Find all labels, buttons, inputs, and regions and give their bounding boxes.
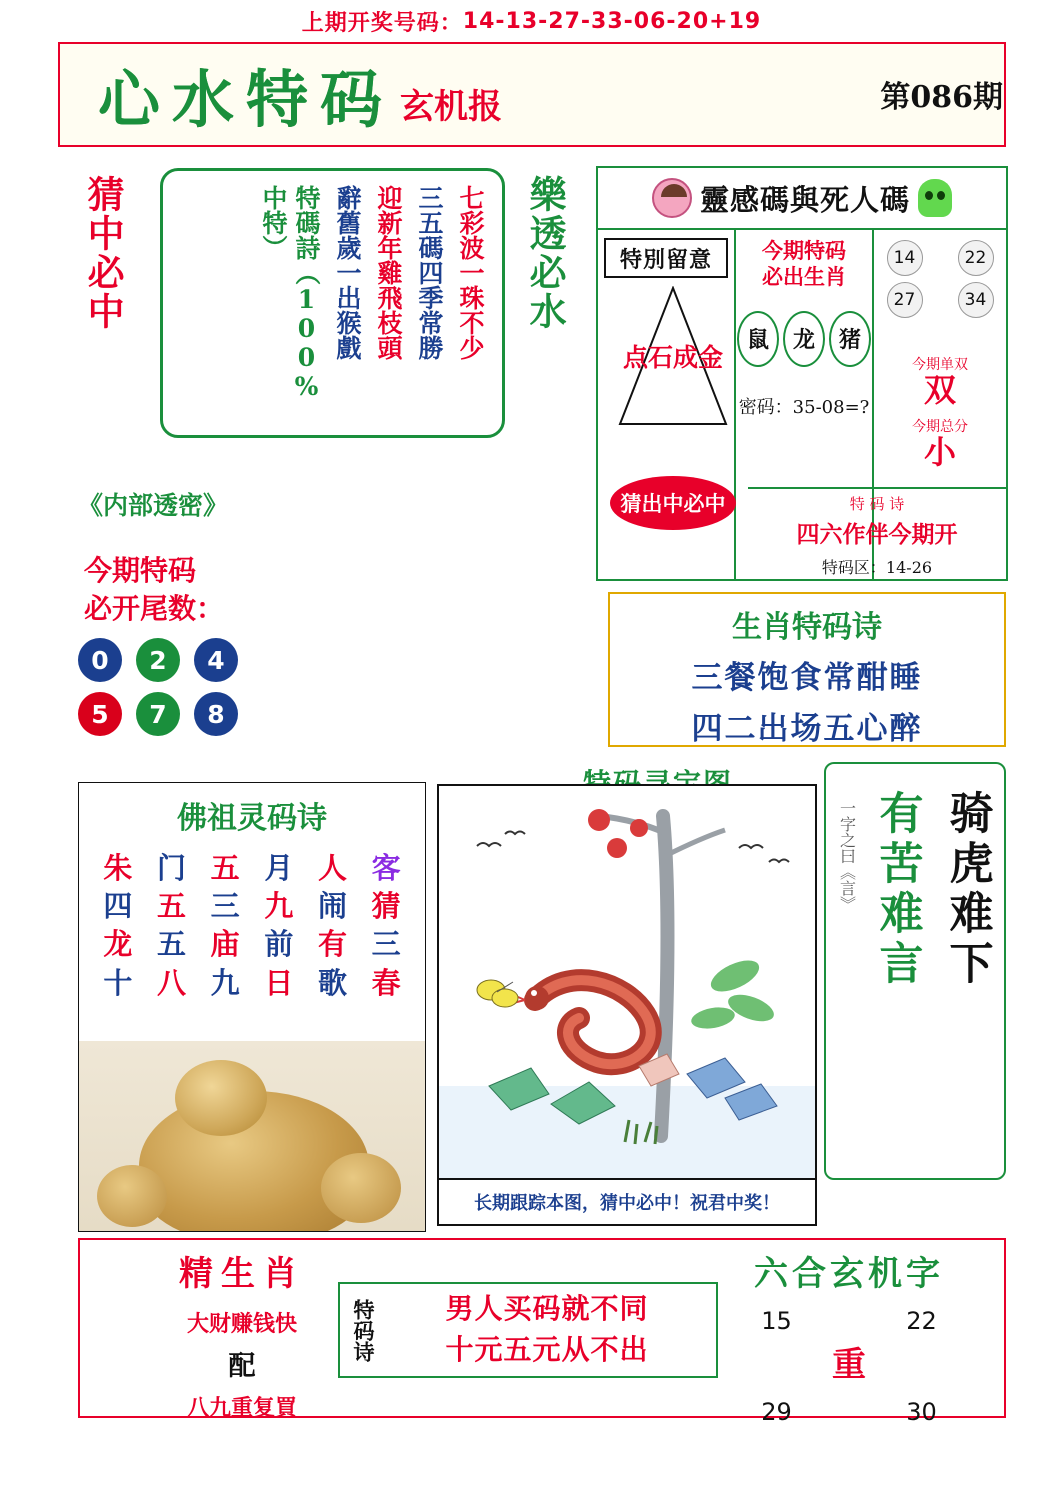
bottom-left-subtitle2: 八九重复買 [186,1395,297,1421]
inner-secret-title: 《内部透密》 [78,491,229,520]
buddha-arm-left [97,1165,167,1227]
special-poem-line: 四六作伴今期开 [796,521,958,548]
tail-ball: 2 [136,638,180,682]
poem-char: 三 [371,927,401,962]
zodiac-item: 龙 [783,311,825,367]
zodiac-title-line1: 今期特码 [762,238,846,263]
number-ball: 22 [958,240,994,276]
zodiac-poem-title: 生肖特码诗 [732,610,882,645]
bottom-right-nums-top [704,1307,994,1335]
logo-title: 心水特码 [98,50,394,139]
spirit-code-box [596,166,1008,581]
poem-char: 龙 [103,927,133,962]
zodiac-poem-line2: 四二出场五心醉 [691,711,923,747]
total-value: 小 [923,433,956,471]
zodiac-item: 鼠 [737,311,779,367]
spirit-code-header [598,168,1006,230]
masthead [58,42,1006,147]
poem-char: 五 [156,927,186,962]
odd-even-label: 今期单双 [912,357,968,373]
spirit-code-title: 靈感碼與死人碼 [699,182,910,217]
poem-char: 歌 [317,965,347,1000]
tail-ball: 5 [78,692,122,736]
issue-number: 第086期 [880,80,1003,115]
bottom-poem-line2: 十元五元从不出 [445,1333,649,1366]
face-icon [652,178,692,218]
special-note-panel [598,230,736,581]
lotto-title: 樂透必水 [523,175,568,331]
triangle-text: 点石成金 [622,343,723,372]
bottom-num: 22 [906,1307,937,1335]
poem-char: 九 [210,965,240,1000]
bottom-poem-box [338,1282,718,1378]
treasure-map-caption: 长期跟踪本图，猜中必中！祝君中奖！ [437,1180,817,1226]
buddha-poem-grid [92,851,412,1000]
bottom-left-title-text: 精生肖 [179,1254,305,1294]
poem-char: 四 [103,889,133,924]
zodiac-poem-line1: 三餐饱食常酣睡 [691,660,923,696]
idiom-line-right: 骑虎难下 [941,790,993,990]
tail-ball: 4 [194,638,238,682]
poem-col-4: 辭舊歲一出猴戲 [333,185,362,360]
zodiac-poem-box [608,592,1006,747]
poem-col-1: 七彩波一珠不少 [456,185,485,360]
bottom-left-pei: 配 [228,1351,256,1382]
poem-char: 日 [264,965,294,1000]
bottom-poem-line1: 男人买码就不同 [445,1292,649,1326]
skull-icon [918,179,952,217]
odd-even-value: 双 [923,371,956,409]
poem-char: 春 [371,965,401,1000]
poem-char: 五 [156,889,186,924]
buddha-poem-title: 佛祖灵码诗 [177,801,327,836]
poem-char: 朱 [103,851,133,885]
poem-char: 客 [371,851,401,885]
poem-char: 人 [317,851,347,885]
bottom-poem-lines [378,1289,716,1370]
special-code-range: 特码区：14-26 [821,558,933,577]
logo-subtitle: 玄机报 [400,87,503,127]
zodiac-title-line2: 必出生肖 [762,264,846,290]
buddha-arm-right [321,1153,401,1223]
special-code-poem-panel [748,487,1006,579]
guess-title: 猜中必中 [81,175,126,331]
buddha-poem-box [78,782,426,1232]
bottom-num: 15 [761,1307,792,1335]
tail-ball: 7 [136,692,180,736]
tail-ball-group [78,638,308,746]
guess-ellipse: 猜出中必中 [610,476,736,530]
poem-char: 五 [210,851,240,885]
poem-char: 十 [103,965,133,1000]
bottom-right-title: 六合玄机字 [754,1254,944,1294]
poem-char: 有 [317,927,347,962]
bottom-left-subtitle: 大财赚钱快 [186,1311,297,1337]
zodiac-title [736,238,872,291]
zodiac-item: 猪 [829,311,871,367]
tail-title-line1: 今期特码 [84,554,197,587]
poem-char: 前 [264,927,294,962]
tail-ball-row-2 [78,692,308,736]
poem-char: 庙 [210,927,240,962]
poem-char: 三 [210,889,240,924]
poem-col-5: 特碼詩（100%中特） [259,185,321,401]
bottom-right-nums-bottom [704,1398,994,1426]
secret-code-text: 密码：35-08=? [738,396,870,418]
bottom-right-center-char: 重 [832,1345,866,1385]
last-draw-numbers: 14-13-27-33-06-20+19 [462,8,762,34]
tail-ball: 8 [194,692,238,736]
tail-title-line2: 必开尾数： [84,591,225,625]
poem-col-2: 三五碼四季常勝 [415,185,444,360]
treasure-map-image [437,784,817,1180]
bottom-num: 29 [761,1398,792,1426]
poem-char: 八 [156,965,186,1000]
poem-col-3: 迎新年雞飛枝頭 [374,185,403,360]
poem-char: 猜 [371,889,401,924]
number-ball: 14 [887,240,923,276]
poem-char: 九 [264,889,294,924]
idiom-line-left: 有苦难言 [871,790,923,990]
tail-ball-row-1 [78,638,308,682]
last-draw-label: 上期开奖号码： [301,10,463,36]
number-ball: 27 [887,282,923,318]
bottom-num: 30 [906,1398,937,1426]
zodiac-group [736,311,872,367]
total-label: 今期总分 [912,419,968,435]
poem-char: 月 [264,851,294,885]
idiom-box [824,762,1006,1180]
number-ball: 34 [958,282,994,318]
special-note-label: 特別留意 [604,238,728,278]
bottom-right-panel [704,1246,994,1426]
triangle-shape [616,286,730,426]
special-code-poem-box [160,168,505,438]
last-draw-bar [0,0,1063,42]
poem-char: 门 [156,851,186,885]
poem-char: 闹 [317,889,347,924]
bottom-poem-label: 特码诗 [351,1298,376,1362]
idiom-note: 一字之曰《言》 [837,800,857,912]
tail-ball: 0 [78,638,122,682]
buddha-head [175,1060,267,1136]
buddha-illustration [79,1041,426,1231]
tail-number-title [84,552,224,628]
bottom-bar [78,1238,1006,1426]
special-poem-label: 特 码 诗 [849,495,905,513]
number-grid [874,240,1006,318]
